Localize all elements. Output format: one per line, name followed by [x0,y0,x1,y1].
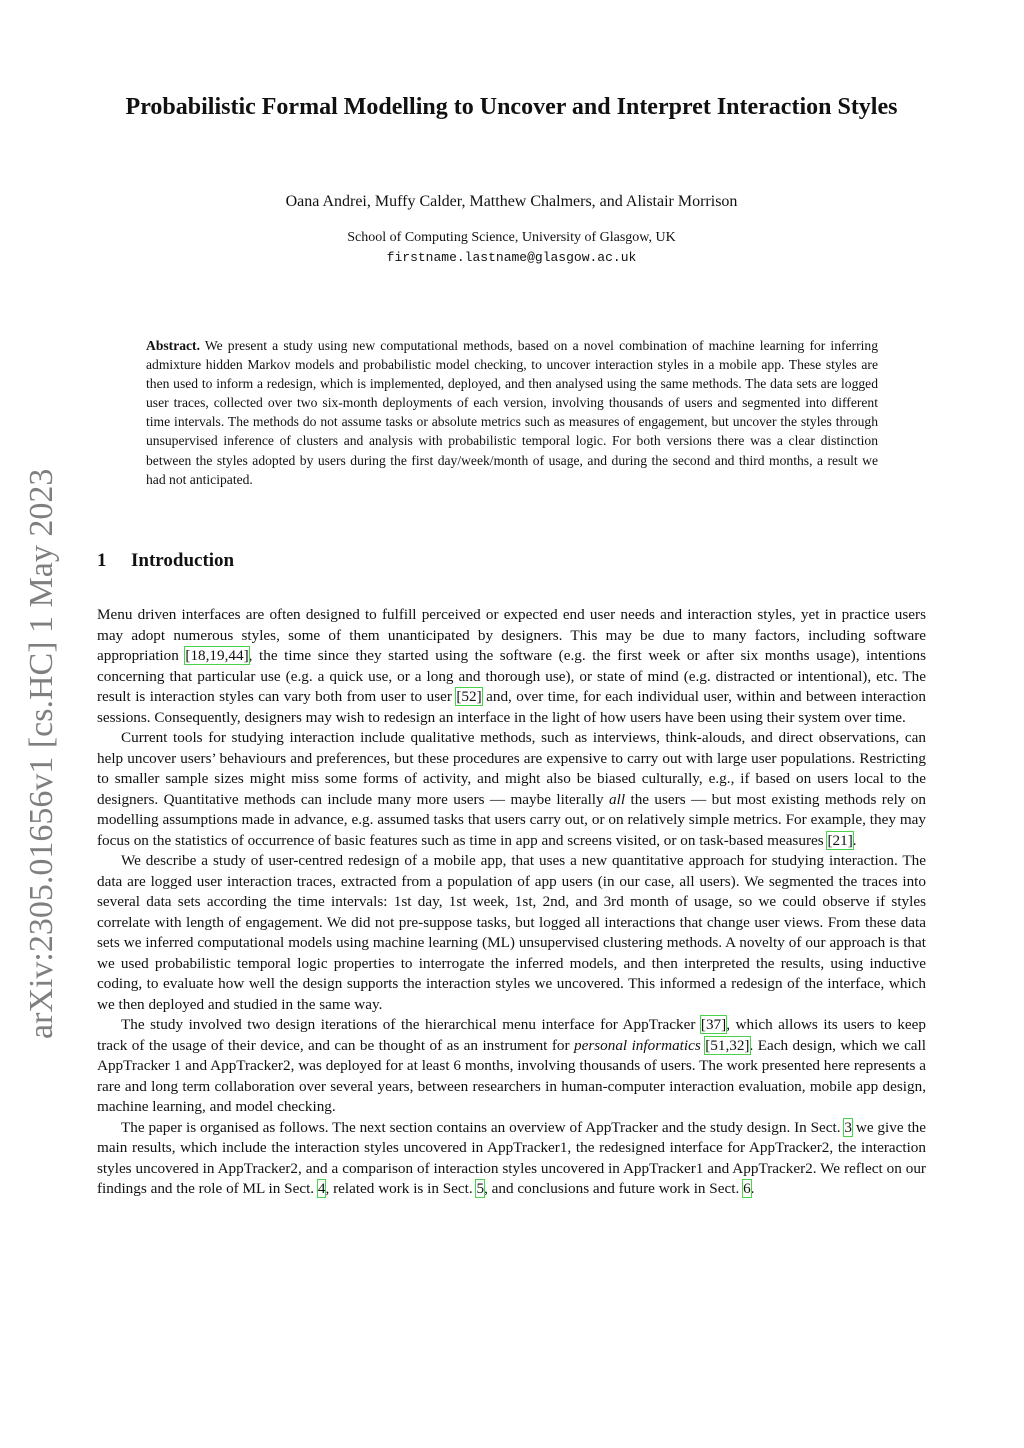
section-number: 1 [97,550,107,571]
paragraph-5 [97,1118,926,1200]
paragraph-text: Current tools for studying interaction include qualitative methods, such as interviews, think-alouds, and direct observations, can help uncover users’ behaviours and preferences, but these procedures are expensive to carry out with large user populations. Restricting to smaller sample sizes might miss some forms of activity, and might also be biased culturally, e.g., if based on users local to the designers. Quantitative methods can include many more users — maybe literally [97,729,926,808]
email-address: firstname.lastname@glasgow.ac.uk [386,250,637,265]
affiliation-block [97,228,926,268]
citation-link[interactable]: [21] [827,831,853,849]
paragraph-1 [97,605,926,728]
citation-link[interactable]: [18,19,44] [185,647,249,664]
paragraph-3: We describe a study of user-centred redesign of a mobile app, that uses a new quantitative approach for studying interaction. The data are logged user interaction traces, extracted from a population of app users (in our case, all users). We segmented the traces into several data sets according the time intervals: 1st day, 1st week, 1st, 2nd, and 3rd month of usage, so we could observe if styles correlate with length of engagement. We did not pre-suppose tasks, but logged all interactions that change user views. From these data sets we inferred computational models using machine learning (ML) unsupervised clustering methods. A novelty of our approach is that we used probabilistic temporal logic properties to interrogate the inferred models, and then interpreted the results, using inductive coding, to evaluate how well the design supports the interaction styles we uncovered. This informed a redesign of the interface, which we then deployed and studied in the same way. [97,852,926,1013]
paragraph-text: the users — but most existing methods rely on modelling assumptions made in advance, e.g. assumed tasks that users carry out, or on relatively simple metrics. For example, they may focus on the statistics of occurrence of basic features such as time in app and screens visited, or on task-based measures [97,790,926,849]
section-reference-link[interactable]: 4 [317,1180,326,1197]
section-heading [97,548,234,574]
arxiv-identifier [22,449,62,1039]
paragraph-text: , related work is in Sect. [325,1180,477,1197]
author-list: Oana Andrei, Muffy Calder, Matthew Chalmers, and Alistair Morrison [285,193,738,210]
paragraph-text: The paper is organised as follows. The next section contains an overview of AppTracker and the study design. In Sect. [121,1118,845,1136]
paragraph-text: we give the main results, which include the interaction styles uncovered in AppTracker1, the redesigned interface for AppTracker2, the interaction styles uncovered in AppTracker2, and a comparison of interaction styles uncovered in AppTracker1 and AppTracker2. We reflect on our findings and the role of ML in Sect. [97,1118,926,1197]
paragraph-text: , which allows its users to keep track of the usage of their device, and can be thought of as an instrument for [97,1016,926,1054]
abstract-label: Abstract. [146,338,200,353]
citation-link[interactable]: [51,32] [705,1036,750,1054]
paragraph-text: and, over time, for each individual user, within and between interaction sessions. Consequently, designers may wish to redesign an interface in the light of how users have been using their system over time. [97,688,926,726]
section-reference-link[interactable]: 5 [476,1180,485,1197]
paper-title: Probabilistic Formal Modelling to Uncover and Interpret Interaction Styles [125,94,898,120]
emphasis-text: personal informatics [573,1036,701,1054]
paragraph-2 [97,728,926,851]
section-title: Introduction [131,550,235,571]
paragraph-text: . [852,831,857,849]
paragraph-text: Menu driven interfaces are often designed to fulfill perceived or expected end user needs and interaction styles, yet in practice users may adopt numerous styles, some of them unanticipated by designers. This may be due to many factors, including software appropriation [97,606,926,664]
citation-link[interactable]: [52] [456,688,482,705]
section-body [97,605,926,1200]
paragraph-text: The study involved two design iterations of the hierarchical menu interface for AppTracker [121,1016,701,1033]
paragraph-text: . [750,1180,755,1197]
abstract-text: We present a study using new computational methods, based on a novel combination of machine learning for inferring admixture hidden Markov models and probabilistic model checking, to uncover interaction styles in a mobile app. These styles are then used to inform a redesign, which is implemented, deployed, and then analysed using the same methods. The data sets are logged user traces, collected over two six-month deployments of each version, involving thousands of users and segmented into different time intervals. The methods do not assume tasks or absolute metrics such as measures of engagement, but uncover the styles through unsupervised inference of clusters and analysis with probabilistic temporal logic. For both versions there was a clear distinction between the styles adopted by users during the first day/week/month of usage, and during the second and third months, a result we had not anticipated. [146,338,878,487]
section-reference-link[interactable]: 6 [743,1180,751,1197]
paragraph-text: . Each design, which we call AppTracker 1 and AppTracker2, was deployed for at least 6 months, involving thousands of users. The work presented here represents a rare and long term collaboration over several years, between researchers in human-computer interaction evaluation, mobile app design, machine learning, and model checking. [97,1036,926,1115]
paragraph-text: , the time since they started using the software (e.g. the first week or after six months usage), intentions concerning that particular use (e.g. a quick use, or a long and thorough use), or state of mind (e.g. distracted or intentional), etc. The result is interaction styles can vary both from user to user [97,647,926,705]
emphasis-text: all [609,790,626,808]
paragraph-4 [97,1015,926,1118]
section-reference-link[interactable]: 3 [844,1118,853,1136]
abstract [146,336,878,489]
citation-link[interactable]: [37] [700,1016,727,1033]
arxiv-identifier-text: arXiv:2305.01656v1 [cs.HC] 1 May 2023 [23,468,60,1039]
affiliation: School of Computing Science, University of Glasgow, UK [347,230,676,245]
paragraph-text: , and conclusions and future work in Sect. [484,1180,744,1197]
